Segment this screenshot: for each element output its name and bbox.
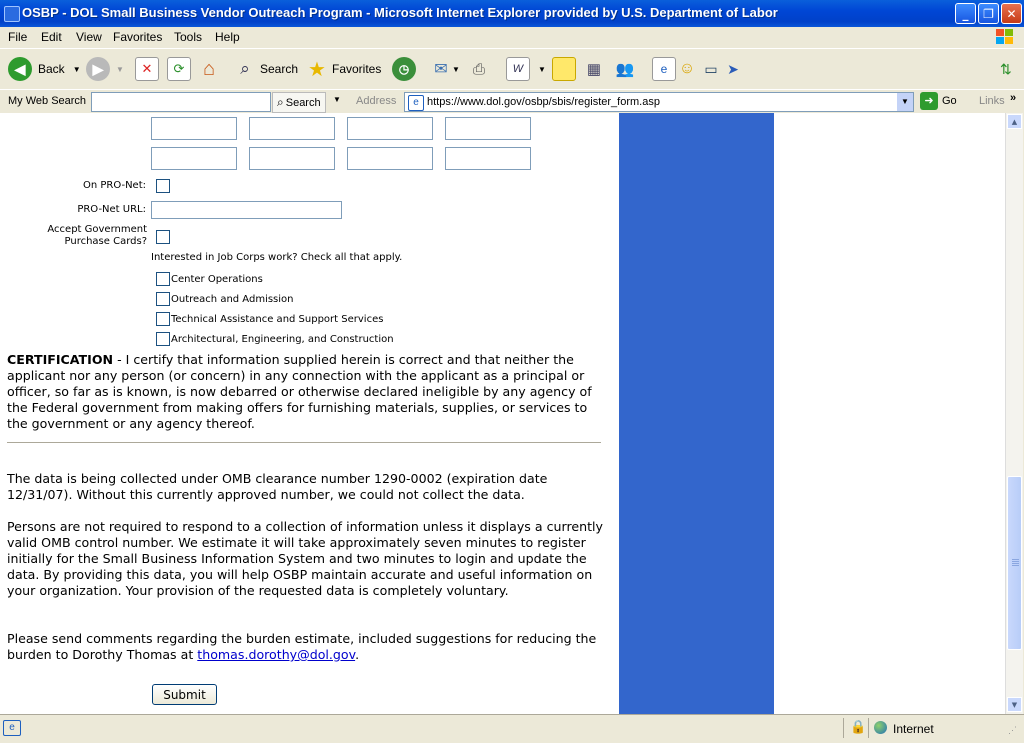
back-arrow-icon: ◀: [8, 57, 32, 81]
page-status-icon: e: [3, 720, 21, 736]
research-icon: ▦: [586, 61, 602, 78]
submit-button[interactable]: Submit: [152, 684, 217, 705]
refresh-icon: ⟳: [167, 57, 191, 81]
my-web-search-label: My Web Search: [8, 95, 87, 107]
job-corps-checkbox-center-operations[interactable]: [156, 272, 170, 286]
on-pronet-label: On PRO-Net:: [82, 180, 146, 191]
on-pronet-checkbox[interactable]: [156, 179, 170, 193]
history-button[interactable]: [392, 55, 416, 83]
status-bar: [0, 714, 1024, 743]
certification-text: - I certify that information supplied herein is correct and that neither the applicant nor any person (or concern) in any connection with the applicant as a principal or officer, so far as is known, is now debarred or otherwise declared ineligible by any agency of the Federal government from making offers for furnishing materials, supplies, or services to the government or any agency thereof.: [7, 352, 592, 431]
grid-input-2[interactable]: [249, 117, 335, 140]
scroll-up-arrow-icon[interactable]: ▲: [1007, 114, 1022, 129]
scroll-down-arrow-icon[interactable]: ▼: [1007, 697, 1022, 712]
arrow-pointer-icon: ➤: [727, 60, 739, 77]
comments-suffix: .: [355, 647, 360, 662]
back-label: Back: [38, 62, 65, 76]
forward-button[interactable]: [86, 55, 124, 83]
scroll-thumb[interactable]: [1007, 476, 1022, 650]
messenger-people-icon: 👥: [615, 61, 635, 78]
links-label[interactable]: Links: [979, 95, 1005, 107]
stop-button[interactable]: [135, 55, 159, 83]
pronet-url-input[interactable]: [151, 201, 342, 219]
comments-notice: [7, 631, 607, 663]
zone-label: Internet: [893, 722, 934, 736]
smiley-button[interactable]: [676, 55, 698, 83]
omb-notice: The data is being collected under OMB clearance number 1290-0002 (expiration date 12/31/07). Without this currently approved number, we could not collect the data.: [7, 471, 548, 502]
vertical-scrollbar[interactable]: [1005, 113, 1023, 714]
resize-grip-icon[interactable]: ⋰: [1008, 725, 1016, 735]
menu-edit[interactable]: Edit: [41, 30, 62, 44]
mail-button[interactable]: [430, 55, 460, 83]
window-title: OSBP - DOL Small Business Vendor Outreach Program - Microsoft Internet Explorer provided by U.S. Department of Labor: [22, 5, 778, 20]
grid-input-1[interactable]: [151, 117, 237, 140]
comments-text: Please send comments regarding the burden estimate, included suggestions for reducing the burden to Dorothy Thomas at: [7, 631, 597, 662]
address-bar-row: [0, 89, 1024, 114]
ie-page-icon: e: [652, 57, 676, 81]
menu-tools[interactable]: Tools: [174, 30, 203, 44]
mail-envelope-icon: ✉: [434, 61, 448, 78]
screen-button[interactable]: [700, 55, 722, 83]
maximize-button[interactable]: ❐: [978, 3, 999, 24]
forward-arrow-icon: ▶: [86, 57, 110, 81]
windows-logo-icon: [994, 27, 1016, 47]
job-corps-checkbox-outreach[interactable]: [156, 292, 170, 306]
toolbar-extend-icon: ⇅: [1000, 60, 1012, 77]
scroll-grip-icon: [1012, 559, 1019, 560]
burden-notice: Persons are not required to respond to a collection of information unless it displays a currently valid OMB control number. We estimate it will take approximately seven minutes to register initially for the Small Business Information System and two minutes to login and update the data. By providing this data, you will help OSBP maintain accurate and useful information on your organization. Your provision of the requested data is completely voluntary.: [7, 519, 603, 598]
standard-toolbar: [0, 48, 1024, 89]
web-search-button[interactable]: [272, 92, 326, 113]
home-button[interactable]: [198, 55, 220, 83]
search-label: Search: [260, 62, 299, 76]
address-label: Address: [356, 95, 397, 107]
job-corps-question: Interested in Job Corps work? Check all that apply.: [151, 252, 403, 263]
monitor-icon: ▭: [704, 60, 718, 77]
accept-cards-label-2: Purchase Cards?: [64, 236, 147, 247]
status-divider: [868, 718, 869, 738]
toolbar-chevron[interactable]: [1000, 55, 1012, 83]
email-link[interactable]: thomas.dorothy@dol.gov: [197, 647, 356, 662]
address-input[interactable]: [404, 92, 914, 112]
ie-app-icon: [4, 6, 20, 22]
ie-page-button[interactable]: [652, 55, 676, 83]
print-button[interactable]: [468, 55, 490, 83]
menu-favorites[interactable]: Favorites: [113, 30, 163, 44]
pronet-url-label: PRO-Net URL:: [77, 204, 146, 215]
web-search-dropdown-icon[interactable]: ▼: [333, 95, 341, 104]
address-url: https://www.dol.gov/osbp/sbis/register_form.asp: [427, 96, 660, 108]
title-bar: [0, 0, 1024, 27]
page-ie-icon: e: [408, 95, 424, 111]
job-corps-option-label: Center Operations: [171, 274, 263, 285]
status-divider: [843, 718, 844, 738]
grid-input-4[interactable]: [445, 117, 531, 140]
edit-word-button[interactable]: [506, 55, 546, 83]
grid-input-6[interactable]: [249, 147, 335, 170]
messenger-button[interactable]: [614, 55, 636, 83]
web-search-input[interactable]: [91, 92, 271, 112]
home-icon: ⌂: [202, 57, 216, 80]
divider: [7, 442, 601, 443]
grid-input-8[interactable]: [445, 147, 531, 170]
web-search-button-label: Search: [285, 96, 321, 109]
menu-file[interactable]: File: [8, 30, 28, 44]
right-sidebar-blue: [619, 113, 774, 714]
mail-dropdown-icon[interactable]: ▼: [452, 64, 460, 74]
go-arrow-icon: ➜: [920, 92, 938, 110]
menu-view[interactable]: View: [76, 30, 102, 44]
menu-help[interactable]: Help: [215, 30, 240, 44]
stop-icon: ✕: [135, 57, 159, 81]
page-content: [0, 113, 1005, 714]
grid-input-3[interactable]: [347, 117, 433, 140]
go-label: Go: [942, 95, 957, 107]
edit-dropdown-icon[interactable]: ▼: [538, 64, 546, 74]
word-edit-icon: W: [506, 57, 530, 81]
smiley-icon: ☺: [678, 60, 696, 77]
accept-cards-label-1: Accept Government: [47, 224, 147, 235]
back-button[interactable]: [8, 55, 81, 83]
favorites-button[interactable]: [306, 55, 381, 83]
links-chevron-icon[interactable]: »: [1010, 92, 1017, 104]
back-dropdown-icon[interactable]: ▼: [72, 64, 81, 74]
refresh-button[interactable]: [167, 55, 191, 83]
lock-icon: 🔒: [850, 719, 867, 734]
grid-input-7[interactable]: [347, 147, 433, 170]
printer-icon: ⎙: [472, 60, 485, 78]
grid-input-5[interactable]: [151, 147, 237, 170]
favorites-star-icon: ★: [308, 58, 326, 81]
minimize-button[interactable]: _: [955, 3, 976, 24]
job-corps-checkbox-technical-assistance[interactable]: [156, 312, 170, 326]
close-button[interactable]: ✕: [1001, 3, 1022, 24]
search-magnifier-icon-small: ⌕: [277, 95, 284, 109]
address-dropdown-icon[interactable]: ▼: [897, 93, 913, 111]
internet-globe-icon: [874, 721, 887, 734]
job-corps-option-label: Outreach and Admission: [171, 294, 294, 305]
accept-cards-checkbox[interactable]: [156, 230, 170, 244]
certification-paragraph: [7, 352, 607, 432]
search-button[interactable]: [234, 55, 298, 83]
favorites-label: Favorites: [332, 62, 382, 76]
certification-heading: CERTIFICATION: [7, 352, 114, 367]
forward-dropdown-icon[interactable]: ▼: [116, 64, 124, 74]
search-magnifier-icon: ⌕: [240, 59, 250, 78]
menu-bar: [0, 27, 1024, 47]
cursor-button[interactable]: [722, 55, 744, 83]
job-corps-checkbox-architectural[interactable]: [156, 332, 170, 346]
go-button[interactable]: [920, 92, 957, 110]
note-icon: [552, 57, 576, 81]
research-button[interactable]: [583, 55, 605, 83]
job-corps-option-label: Technical Assistance and Support Services: [171, 314, 384, 325]
notes-button[interactable]: [552, 55, 576, 83]
history-clock-icon: ◷: [392, 57, 416, 81]
job-corps-option-label: Architectural, Engineering, and Construction: [171, 334, 394, 345]
